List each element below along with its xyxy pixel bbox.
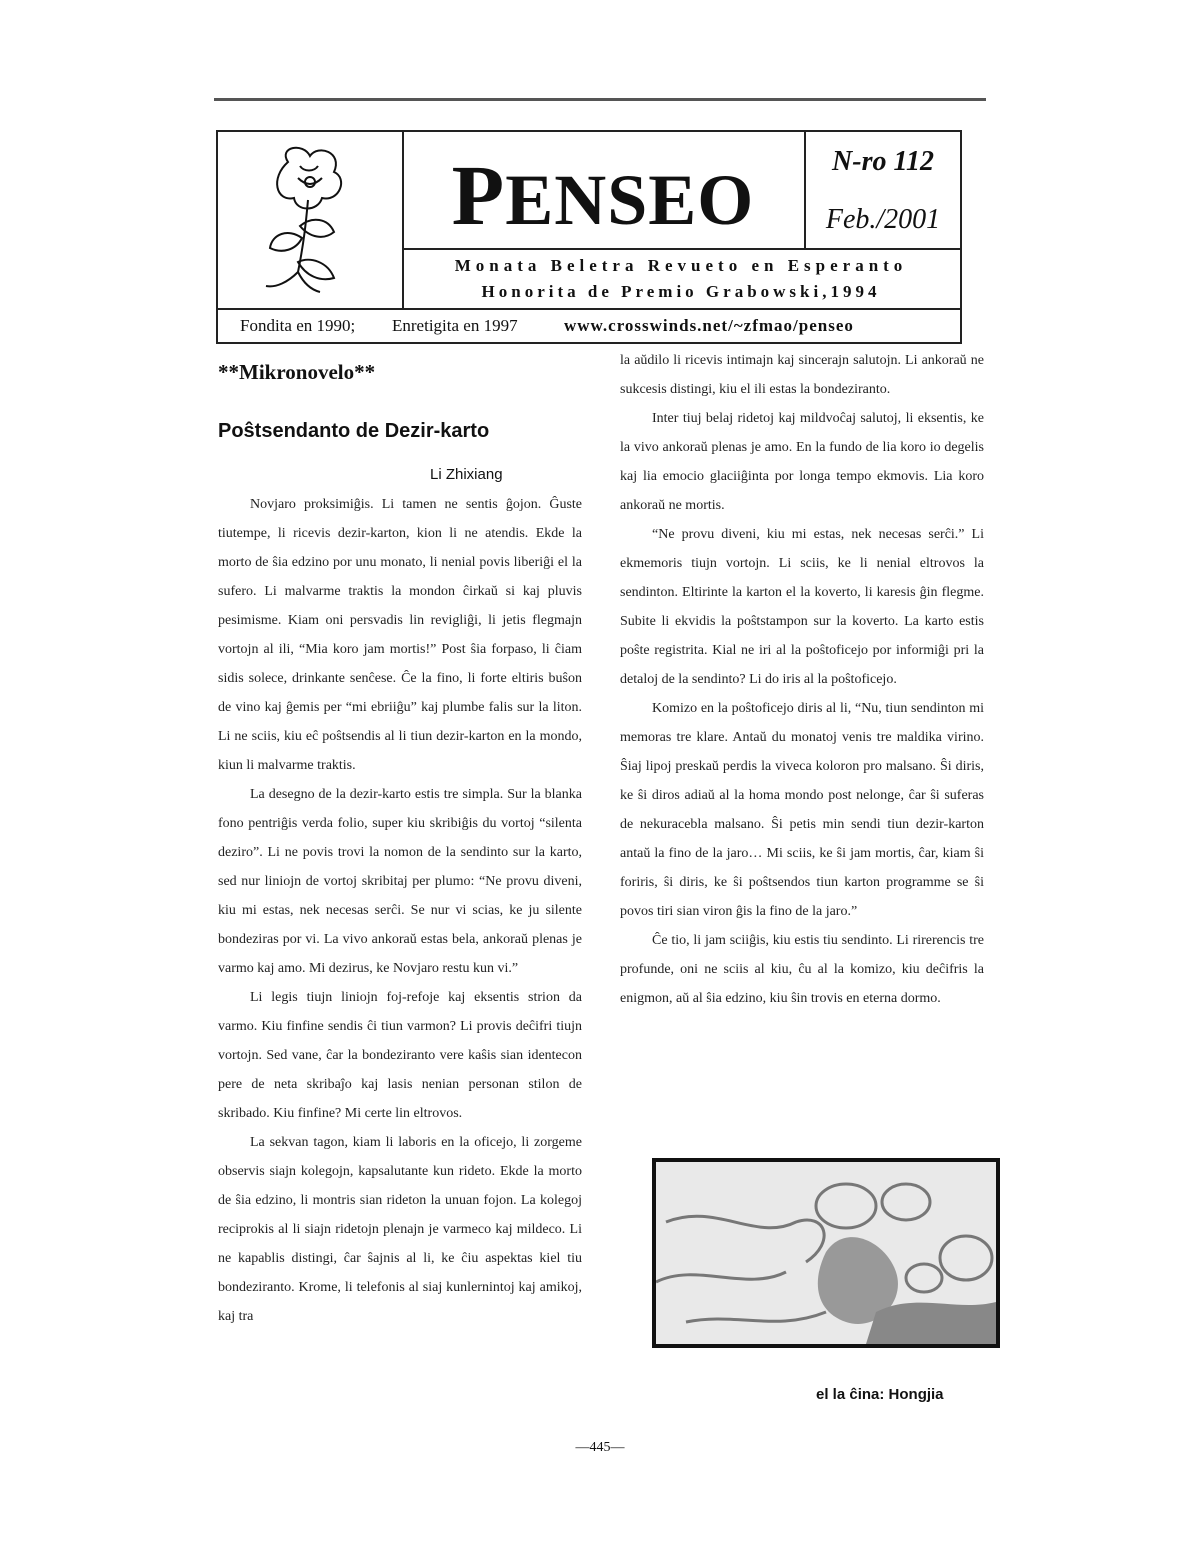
founded-text: Fondita en 1990; [240, 316, 356, 335]
magazine-title [402, 147, 804, 243]
issue-date: Feb./2001 [825, 204, 941, 235]
pansy-flower-icon [248, 142, 368, 298]
online-since-text: Enretigita en 1997 [392, 316, 518, 335]
masthead [216, 130, 962, 344]
logo-cell [218, 132, 404, 308]
illustration-caption: el la ĉina: Hongjia [816, 1386, 944, 1403]
top-rule [214, 98, 986, 101]
paragraph: Ĉe tio, li jam sciiĝis, kiu estis tiu sendinto. Li rirerencis tre profunde, oni ne sciis al kiu, ĉu al la komizo, kiu deĉifris la enigmon, aŭ al ŝia edzino, kiu ŝin trovis en eterna dormo. [620, 933, 984, 1006]
paragraph: “Ne provu diveni, kiu mi estas, nek necesas serĉi.” Li ekmemoris tiujn vortojn. Li sciis, ke li nenial eltrovos la sendinton. Eltirinte la karton el la koverto, li karesis ĝin flegme. Subite li ekvidis la poŝtstampon sur la koverto. La karto estis poŝte registrita. Kial ne iri al la poŝtoficejo por informiĝi pri la detaloj de la sendinto? Li do iris al la poŝtoficejo. [620, 527, 984, 687]
author-name: Li Zhixiang [430, 466, 503, 483]
subtitle-line1: Monata Beletra Revueto en Esperanto [454, 256, 908, 275]
subtitle-line2: Honorita de Premio Grabowski,1994 [481, 282, 881, 301]
illustration [652, 1158, 1000, 1348]
paragraph: Komizo en la poŝtoficejo diris al li, “Nu, tiun sendinton mi memoras tre klare. Antaŭ du monatoj venis tre maldika virino. Ŝiaj lipoj preskaŭ perdis la viveca koloron pro malsano. Ŝi diris, ke ŝi diros adiaŭ al la homa mondo post nelonge, ĉar ŝi suferas de nekuracebla malsano. Ŝi petis min sendi tiun dezir-karton antaŭ la fino de la jaro… Mi sciis, ke ŝi jam mortis, ĉar, kiam ŝi foriris, ŝi diris, ke ŝi poŝtsendos tiun karton programme se ŝi povos tiri sian viron ĝis la fino de la jaro.” [620, 701, 984, 919]
title-rest: ENSEO [505, 160, 755, 240]
paragraph: la aŭdilo li ricevis intimajn kaj sincerajn salutojn. Li ankoraŭ ne sukcesis distingi, kiu el ili estas la bondeziranto. [620, 353, 984, 397]
paragraph: La desegno de la dezir-karto estis tre simpla. Sur la blanka fono pentriĝis verda folio, super kiu skribiĝis du vortoj “silenta deziro”. Li ne povis trovi la nomon de la sendinto sur la karto, sed nur liniojn de vortoj skribitaj per plumo: “Ne provu diveni, kiu mi estas, nek necesas serĉi. Se nur vi scias, ke ju silente bondeziras por vi. La vivo ankoraŭ estas bela, ankoraŭ plenas je varmo kaj amo. Mi dezirus, ke Novjaro restu kun vi.” [218, 787, 582, 976]
paragraph: Inter tiuj belaj ridetoj kaj mildvoĉaj salutoj, li eksentis, ke la vivo ankoraŭ plenas je amo. En la fundo de lia koro io degelis kaj lia emocio glaciiĝinta por longa tempo ekmovis. Lia koro ankoraŭ ne mortis. [620, 411, 984, 513]
issue-cell [806, 132, 960, 250]
page-number: —445— [575, 1440, 625, 1455]
paragraph: Novjaro proksimiĝis. Li tamen ne sentis ĝojon. Ĝuste tiutempe, li ricevis dezir-karton, kion li ne atendis. Ekde la morto de ŝia edzino por unu monato, li nenial povis liberiĝi el la sufero. Li malvarme traktis la mondon ĉirkaŭ si kaj pluvis pesimisme. Kiam oni persvadis lin revigliĝi, li jetis flegmajn vortojn al ili, “Mia koro jam mortis!” Post ŝia forpaso, li ĉiam sidis solece, drinkante senĉese. Ĉe la fino, li forte eltiris buŝon de vino kaj ĝemis per “mi ebriiĝu” kaj plumbe falis sur la liton. Li ne sciis, kiu eĉ poŝtsendis al li tiun dezir-karton en la mondo, kiun li malvarme traktis. [218, 497, 582, 773]
paragraph: La sekvan tagon, kiam li laboris en la oficejo, li zorgeme observis siajn kolegojn, kapsalutante kun rideto. Ekde la morto de ŝia edzino, li montris sian rideton la unuan fojon. La kolegoj reciprokis al li siajn ridetojn plenajn je varmeco kaj mildeco. Li ne kapablis distingi, ĉar ŝajnis al li, ke ĉiu aspektas kiel tiu bondeziranto. Krome, li telefonis al siaj kunlernintoj kaj amikoj, kaj tra [218, 1135, 582, 1324]
section-label: **Mikronovelo** [218, 360, 376, 384]
website-url[interactable]: www.crosswinds.net/~zfmao/penseo [564, 316, 854, 335]
masthead-footer [218, 308, 960, 344]
title-initial: P [451, 147, 506, 243]
story-title: Poŝtsendanto de Dezir-karto [218, 420, 490, 442]
subtitle-cell [402, 250, 960, 308]
left-column [218, 490, 582, 1331]
paragraph: Li legis tiujn liniojn foj-refoje kaj eksentis strion da varmo. Kiu finfine sendis ĉi tiun varmon? Li provis deĉifri tiujn vortojn. Sed vane, ĉar la bondeziranto vere kaŝis sian identecon pere de neta skribaĵo kaj lasis nenian personan stilon de skribado. Kiu finfine? Mi certe lin eltrovos. [218, 990, 582, 1121]
right-column [620, 346, 984, 1013]
issue-number: N-ro 112 [832, 146, 934, 177]
title-cell [402, 132, 806, 250]
sketch-illustration [656, 1162, 996, 1344]
